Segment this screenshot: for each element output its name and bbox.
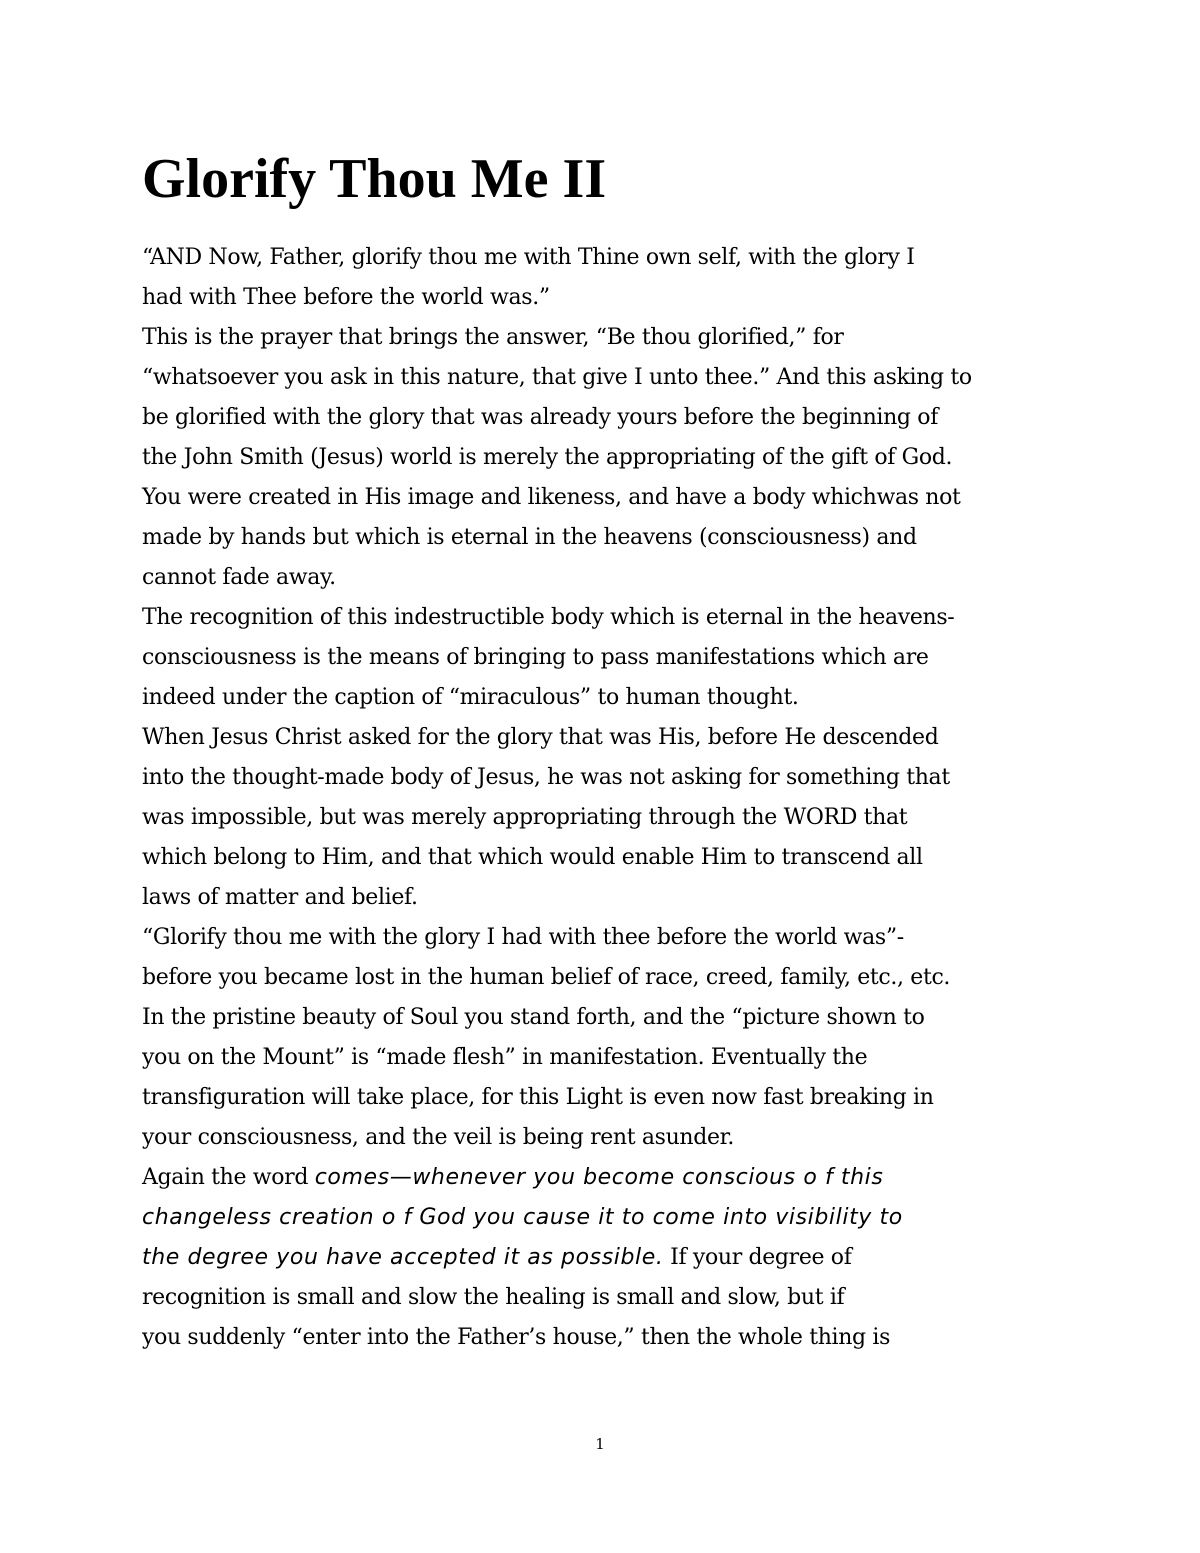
text-line: you on the Mount” is “made flesh” in manifestation. Eventually the [142,1045,868,1070]
text-line: cannot fade away. [142,565,336,590]
page-number: 1 [595,1435,605,1453]
text-line: In the pristine beauty of Soul you stand forth, and the “picture shown to [142,1005,925,1030]
text-line: recognition is small and slow the healing is small and slow, but if [142,1285,845,1310]
text-line: indeed under the caption of “miraculous” to human thought. [142,685,799,710]
document-title: Glorify Thou Me II [142,148,607,210]
body-text [142,238,1082,1358]
text-line: The recognition of this indestructible body which is eternal in the heavens- [142,605,955,630]
text-line: was impossible, but was merely appropriating through the WORD that [142,805,908,830]
text-line: the John Smith (Jesus) world is merely the appropriating of the gift of God. [142,445,953,470]
text-line: made by hands but which is eternal in the heavens (consciousness) and [142,525,917,550]
text-line [142,1198,1082,1238]
text-line: laws of matter and belief. [142,885,418,910]
text-line: consciousness is the means of bringing to pass manifestations which are [142,645,929,670]
text-line: “Glorify thou me with the glory I had with thee before the world was”- [142,925,904,950]
text-line: transfiguration will take place, for this Light is even now fast breaking in [142,1085,934,1110]
emphasized-text: comes—whenever you become conscious o f this [314,1165,884,1190]
text-line: be glorified with the glory that was already yours before the beginning of [142,405,938,430]
text-line: your consciousness, and the veil is being rent asunder. [142,1125,735,1150]
text-line [142,1158,1082,1198]
emphasized-text: changeless creation o f God you cause it to come into visibility to [142,1205,903,1230]
text-line: you suddenly “enter into the Father’s house,” then the whole thing is [142,1325,891,1350]
text-line: before you became lost in the human belief of race, creed, family, etc., etc. [142,965,951,990]
text-line: into the thought-made body of Jesus, he was not asking for something that [142,765,950,790]
text-line: This is the prayer that brings the answer, “Be thou glorified,” for [142,325,844,350]
text-line: You were created in His image and likeness, and have a body whichwas not [142,485,961,510]
emphasized-text: the degree you have accepted it as possible. [142,1245,664,1270]
text-line: “whatsoever you ask in this nature, that give I unto thee.” And this asking to [142,365,972,390]
text-run: Again the word [142,1165,315,1190]
text-line: which belong to Him, and that which would enable Him to transcend all [142,845,923,870]
text-line: When Jesus Christ asked for the glory that was His, before He descended [142,725,939,750]
text-line [142,1238,1082,1278]
text-run: If your degree of [663,1245,852,1270]
text-line: “AND Now, Father, glorify thou me with Thine own self, with the glory I [142,245,915,270]
text-line: had with Thee before the world was.” [142,285,550,310]
